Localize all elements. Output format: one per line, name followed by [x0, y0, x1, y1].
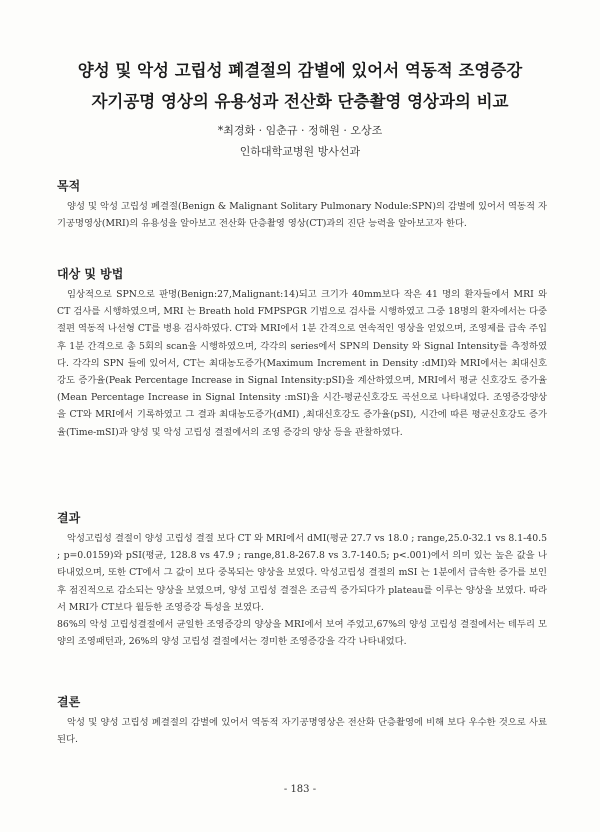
page-title: [20, 55, 580, 117]
methods-text: 임상적으로 SPN으로 판명(Benign:27,Malignant:14)되고 크기가 40mm보다 작은 41 명의 환자들에서 MRI 와 CT 검사를 시행하였으며, MRI 는 Breath hold FMPSPGR 기법으로 검사를 시행하였고 그중 18명의 환자에서는 다중절편 역동적 나선형 CT를 병용 검사하였다. CT와 MRI에서 1분 간격으로 연속적인 영상을 얻었으며, 조영제를 급속 주입 후 1분 간격으로 총 5회의 scan을 시행하였으며, 각각의 series에서 SPN의 Density 와 Signal Intensity를 측정하였다. 각각의 SPN 들에 있어서, CT는 최대농도증가(Maximum Increment in Density :dMI)와 MRI에서는 최대신호강도 증가율(Peak Percentage Increase in Signal Intensity:pSI)을 계산하였으며, MRI에서 평균 신호강도 증가율(Mean Percentage Increase in Signal Intensity :mSI)을 시간-평균신호강도 곡선으로 나타내었다. 조영증강양상을 CT와 MRI에서 기록하였고 그 결과 최대농도증가(dMI) ,최대신호강도 증가율(pSI), 시간에 따른 평균신호강도 증가율(Time-mSI)과 양성 및 악성 고립성 결절에서의 조영 증강의 양상 등을 관찰하였다.: [57, 289, 547, 438]
affiliation: 인하대학교병원 방사선과: [239, 145, 361, 158]
title-line-2: 자기공명 영상의 유용성과 전산화 단층촬영 영상과의 비교: [91, 92, 509, 111]
purpose-text: 양성 및 악성 고립성 폐결절(Benign & Malignant Solitary Pulmonary Nodule:SPN)의 감별에 있어서 역동적 자기공명영상(MRI)의 유용성을 알아보고 전산화 단층촬영 영상(CT)과의 진단 능력을 알아보고자 한다.: [57, 201, 547, 230]
section-results: [57, 510, 547, 650]
author-list: *최경화 · 임춘규 · 정해원 · 오상조: [217, 124, 383, 137]
section-heading-results: 결과: [57, 511, 81, 525]
section-methods: [57, 266, 547, 441]
section-heading-conclusion: 결론: [57, 695, 81, 709]
section-purpose: [57, 178, 547, 232]
title-line-1: 양성 및 악성 고립성 폐결절의 감별에 있어서 역동적 조영증강: [77, 61, 523, 80]
section-heading-methods: 대상 및 방법: [57, 267, 124, 281]
conclusion-text: 악성 및 양성 고립성 폐결절의 감별에 있어서 역동적 자기공명영상은 전산화 단층촬영에 비해 보다 우수한 것으로 사료된다.: [57, 717, 547, 746]
results-text-2: 86%의 악성 고립성결절에서 균일한 조영증강의 양상을 MRI에서 보여 주었고,67%의 양성 고립성 결절에서는 테두리 모양의 조영패턴과, 26%의 양성 고립성 결절에서는 경미한 조영증강을 각각 나타내었다.: [57, 619, 547, 648]
results-text-1: 악성고립성 결절이 양성 고립성 결절 보다 CT 와 MRI에서 dMI(평균 27.7 vs 18.0 ; range,25.0-32.1 vs 8.1-40.5 ; p=0.0159)와 pSI(평균, 128.8 vs 47.9 ; range,81.8-267.8 vs 3.7-140.5; p<.001)에서 의미 있는 높은 값을 나타내었으며, 또한 CT에서 그 값이 보다 중복되는 양상을 보였다. 악성고립성 결절의 mSI 는 1분에서 급속한 증가를 보인 후 점진적으로 감소되는 양상을 보였으며, 양성 고립성 결절은 조금씩 증가되다가 plateau를 이루는 양상을 보였다. 따라서 MRI가 CT보다 월등한 조영증강 특성을 보였다.: [57, 533, 547, 613]
page-number: - 183 -: [283, 784, 317, 795]
section-heading-purpose: 목적: [57, 179, 81, 193]
section-conclusion: [57, 694, 547, 748]
